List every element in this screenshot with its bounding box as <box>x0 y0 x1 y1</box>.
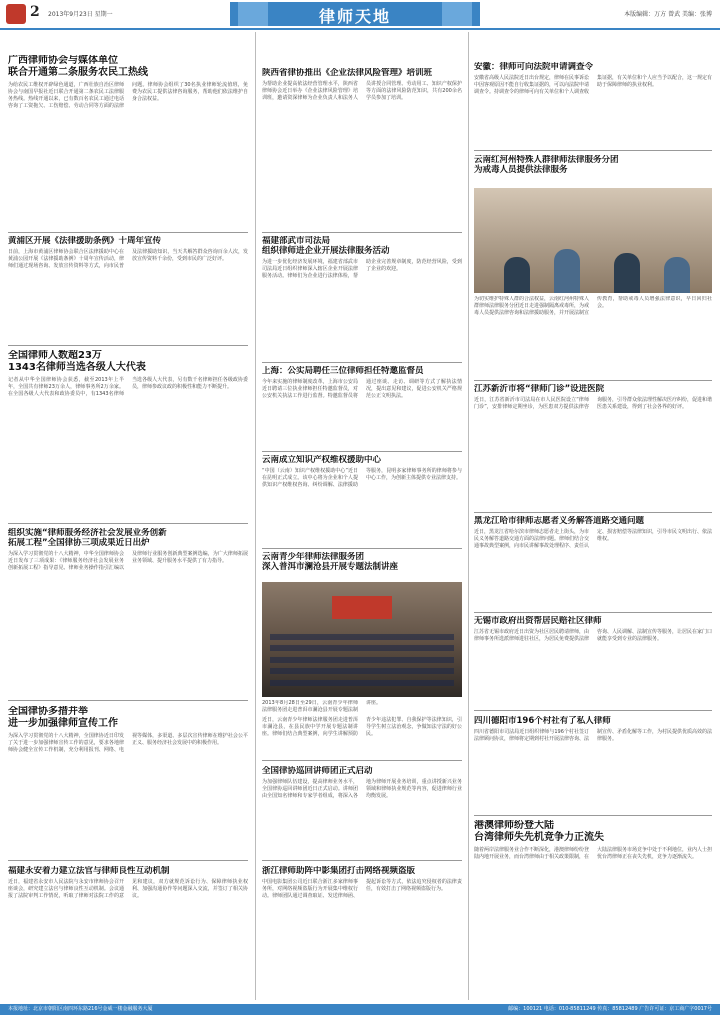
article-wuxi <box>474 616 712 706</box>
article-propaganda <box>8 706 248 846</box>
article-huangpu <box>8 236 248 341</box>
article-body: 为进一步优化经济发展环境，福建省部武市司法局近日组织律师深入辖区企业开展法律服务活动。律师们为企业进行法律体检，帮助企业完善规章制度，防范经营风险，受到了企业的欢迎。 <box>262 259 462 280</box>
lecture-photo <box>262 582 462 697</box>
article-yunnan-youth-body <box>262 700 462 755</box>
article-title: 全国律协多措并举 进一步加强律师宣传工作 <box>8 706 118 729</box>
page-number: 2 <box>30 4 40 20</box>
article-body: 中国电影集团公司近日联合浙江多家律师事务所，对网络视频盗版行为开展集中维权行动。律师团队通过调查取证、发送律师函、提起诉讼等方式，依法追究侵权者的法律责任，有效打击了网络视频盗版行为。 <box>262 879 462 900</box>
article-body: 随着两岸法律服务业合作不断深化，港澳律师纷纷登陆内地开展业务，而台湾律师由于相关政策限制，在大陆法律服务市场竞争中处于不利地位，业内人士担忧台湾律师正在丧失先机，竞争力逐渐流失。 <box>474 847 712 860</box>
article-body: 近日，黑龙江省哈尔滨市律师志愿者走上街头，为市民义务解答道路交通方面的法律问题。律师们结合交通事故典型案例，向市民讲解事故处理程序、责任认定、损害赔偿等法律知识，引导市民文明出行、依法维权。 <box>474 529 712 550</box>
photo-caption: 2013年8月28日至29日，云南青少年律师法律服务团走进普洱市澜沧县开展专题法制讲座。 <box>262 700 382 713</box>
editors-credit: 本版编辑：万方 曾武 美编：张博 <box>624 11 712 18</box>
article-body: 近日，云南青少年律师法律服务团走进普洱市澜沧县，在县民族中学开展专题法制讲座。律师们结合典型案例，向学生讲解预防青少年违法犯罪、自我保护等法律知识，引导学生树立法治观念，争做知法守法的好公民。 <box>262 717 462 737</box>
article-zhejiang <box>262 866 462 998</box>
article-honghe-body <box>474 296 712 376</box>
article-body: 为给农民工维权开辟绿色通道，广西壮族自治区律师协会与南国早报社近日联合开通第二条农民工法律服务热线。热线开通以来，已有数百名农民工通过电话咨询了工资拖欠、工伤赔偿、劳动合同等方面的法律问题。律师协会组织了30名执业律师轮流值班，免费为农民工提供法律咨询服务，帮助他们依法维护自身合法权益。 <box>8 82 248 109</box>
column-divider <box>255 32 256 1000</box>
article-yongan <box>8 866 248 998</box>
footer-address: 本报地址：北京市朝阳区南四环东路216号金威一楼金融服务大厦 <box>8 1006 153 1012</box>
article-title: 上海：公实局聘任三位律师担任特邀监督员 <box>262 366 424 376</box>
article-honghe-title <box>474 155 712 185</box>
article-innovation <box>8 528 248 683</box>
page-header <box>0 0 720 28</box>
article-title: 全国律协巡回讲师团正式启动 <box>262 766 373 776</box>
header-rule <box>0 28 720 30</box>
article-title: 广西律师协会与媒体单位 联合开通第二条服务农民工热线 <box>8 55 148 78</box>
page-footer <box>0 1004 720 1015</box>
article-body: 江苏省无锡市政府近日出资为社区居民聘请律师，由律师事务所选派律师进驻社区，为居民免费提供法律咨询、人民调解、法制宣传等服务，让居民在家门口就能享受到专业的法律服务。 <box>474 629 712 643</box>
article-shanghai <box>262 366 462 446</box>
article-lecturers <box>262 766 462 856</box>
article-anhui <box>474 62 712 147</box>
article-body: 近日，福建省永安市人民法院与永安市律师协会召开座谈会，研究建立法官与律师良性互动机制。会议通报了法院审判工作情况，听取了律师对法院工作的意见和建议，双方就规范诉讼行为、保障律师执业权利、加强沟通协作等问题深入交流，并签订了相关协议。 <box>8 879 248 900</box>
article-title: 无锡市政府出资帮居民赔社区律师 <box>474 616 602 626</box>
article-body: 安徽省高级人民法院近日出台规定，律师在民事诉讼中因客观原因不能自行收集证据的，可以向法院申请调查令。持调查令的律师可向有关单位和个人调查收集证据，有关单位和个人应当予以配合，这一规定有助于保障律师的执业权利。 <box>474 75 712 96</box>
article-body: 为加强律师队伍建设，提高律师业务水平，全国律协巡回讲师团近日正式启动。讲师团由全国知名律师和专家学者组成，将深入各地为律师开展业务培训，重点讲授新兴业务领域和律师执业规范等内容，促进律师行业均衡发展。 <box>262 779 462 800</box>
article-guangxi <box>8 55 248 210</box>
footer-contact: 邮编：100121 电话：010-85811249 传真：85812489 广告许可证：京工商广字0017号 <box>508 1006 712 1012</box>
article-title: 四川德阳市196个村社有了私人律师 <box>474 716 611 726</box>
article-lawyer-count <box>8 350 248 500</box>
newspaper-logo-icon <box>6 4 26 24</box>
article-title: 江苏新沂市将“律师门诊”设进医院 <box>474 384 605 394</box>
article-body: “中国（云南）知识产权维权援助中心”近日在昆明正式成立。该中心将为企业和个人提供知识产权维权咨询、纠纷调解、法律援助等服务，昆明多家律师事务所的律师将参与中心工作，为创新主体提供专业法律支持。 <box>262 468 462 489</box>
article-yunnan-ip <box>262 455 462 545</box>
article-shaanxi <box>262 68 462 228</box>
article-body: 四川省德阳市司法局近日组织律师与196个村社签订法律顾问协议，律师将定期到村社开展法律咨询、法制宣传、矛盾化解等工作，为村民提供优质高效的法律服务。 <box>474 729 712 743</box>
article-title: 港澳律师纷登大陆 台湾律师失先机竞争力正流失 <box>474 820 604 843</box>
article-body: 日前，上海市黄浦区律师协会联合区法律援助中心在黄浦公园开展《法律援助条例》十周年宣传活动，律师们通过现场咨询、发放宣传资料等方式，向市民普及法律援助知识，当天共解答群众咨询百余人次，发放宣传资料千余份，受到市民的广泛好评。 <box>8 249 248 270</box>
article-title: 浙江律师助阵中影集团打击网络视频盗版 <box>262 866 416 876</box>
article-body: 记者从中华全国律师协会获悉，截至2013年上半年，全国共有律师23万余人，律师事务所2万余家。在全国各级人大代表和政协委员中，有1343名律师当选各级人大代表，另有数千名律师担任各级政协委员，律师参政议政的积极性和能力不断提升。 <box>8 377 248 397</box>
article-body: 为深入学习贯彻党的十八大精神，中华全国律师协会近日发布了三项成果：《律师服务经济社会发展业务创新拓展工程》指导意见、律师业务操作指引汇编以及律师行业服务创新典型案例选编，为广大律师拓展业务领域、提升服务水平提供了有力指导。 <box>8 551 248 572</box>
article-body: 为帮助企业提高依法经营管理水平，陕西省律师协会近日举办《企业法律风险管理》培训班，邀请资深律师为企业负责人和法务人员讲授合同管理、劳动用工、知识产权保护等方面的法律风险防范知识，共有200余名学员参加了培训。 <box>262 81 462 102</box>
consultation-photo <box>474 188 712 293</box>
article-xinyi <box>474 384 712 509</box>
section-title: 律师天地 <box>318 7 391 26</box>
article-shaowu <box>262 236 462 356</box>
article-body: 今年来实施的律师制度改革，上海市公安局近日聘请三位执业律师担任特邀监督员，对公安机关执法工作进行监督。特邀监督员将通过座谈、走访、调研等方式了解执法情况，提出意见和建议，促进公安机关严格规范公正文明执法。 <box>262 379 462 400</box>
article-body: 为深入学习贯彻党的十八大精神，全国律协近日印发了关于进一步加强律师宣传工作的意见，要求各地律师协会健全宣传工作机制，充分利用报刊、网络、电视等媒体，多渠道、多层次宣传律师在维护社会公平正义、服务经济社会发展中的积极作用。 <box>8 733 248 753</box>
article-harbin <box>474 516 712 608</box>
article-title: 福建永安着力建立法官与律师良性互动机制 <box>8 866 170 876</box>
article-title: 黑龙江哈市律师志愿者义务解答道路交通问题 <box>474 516 645 526</box>
article-title: 黄浦区开展《法律援助条例》十周年宣传 <box>8 236 162 246</box>
article-deyang <box>474 716 712 811</box>
article-title: 云南青少年律师法律服务团 深入普洱市澜沧县开展专题法制讲座 <box>262 552 399 573</box>
article-title: 组织实施“律师服务经济社会发展业务创新 拓展工程”全国律协三项成果近日出炉 <box>8 528 167 549</box>
article-title: 安徽：律师可向法院申请调查令 <box>474 62 594 72</box>
article-hk-macau <box>474 820 712 998</box>
article-title: 陕西省律协推出《企业法律风险管理》培训班 <box>262 68 433 78</box>
article-body: 近日，江苏省新沂市司法局在市人民医院设立“律师门诊”，安排律师定期坐诊，为医患双方提供法律咨询服务，引导群众依法理性解决医疗纠纷，促进和谐医患关系建设，得到了社会各界的好评。 <box>474 397 712 411</box>
article-yunnan-youth-title <box>262 552 462 582</box>
article-title: 云南红河州特殊人群律师法律服务分团 为戒毒人员提供法律服务 <box>474 155 619 176</box>
section-banner <box>230 2 480 26</box>
article-title: 云南成立知识产权维权援助中心 <box>262 455 382 465</box>
article-title: 全国律师人数超23万 1343名律师当选各级人大代表 <box>8 350 146 373</box>
article-body: 为切实维护特殊人群的合法权益，云南红河州特殊人群律师法律服务分团近日走进强制隔离戒毒所，为戒毒人员提供法律咨询和法律援助服务，并开展法制宣传教育，帮助戒毒人员增强法律意识，早日回归社会。 <box>474 296 712 316</box>
column-divider <box>468 32 469 1000</box>
article-title: 福建部武市司法局 组织律师进企业开展法律服务活动 <box>262 236 390 257</box>
issue-date: 2013年9月23日 星期一 <box>48 11 113 18</box>
